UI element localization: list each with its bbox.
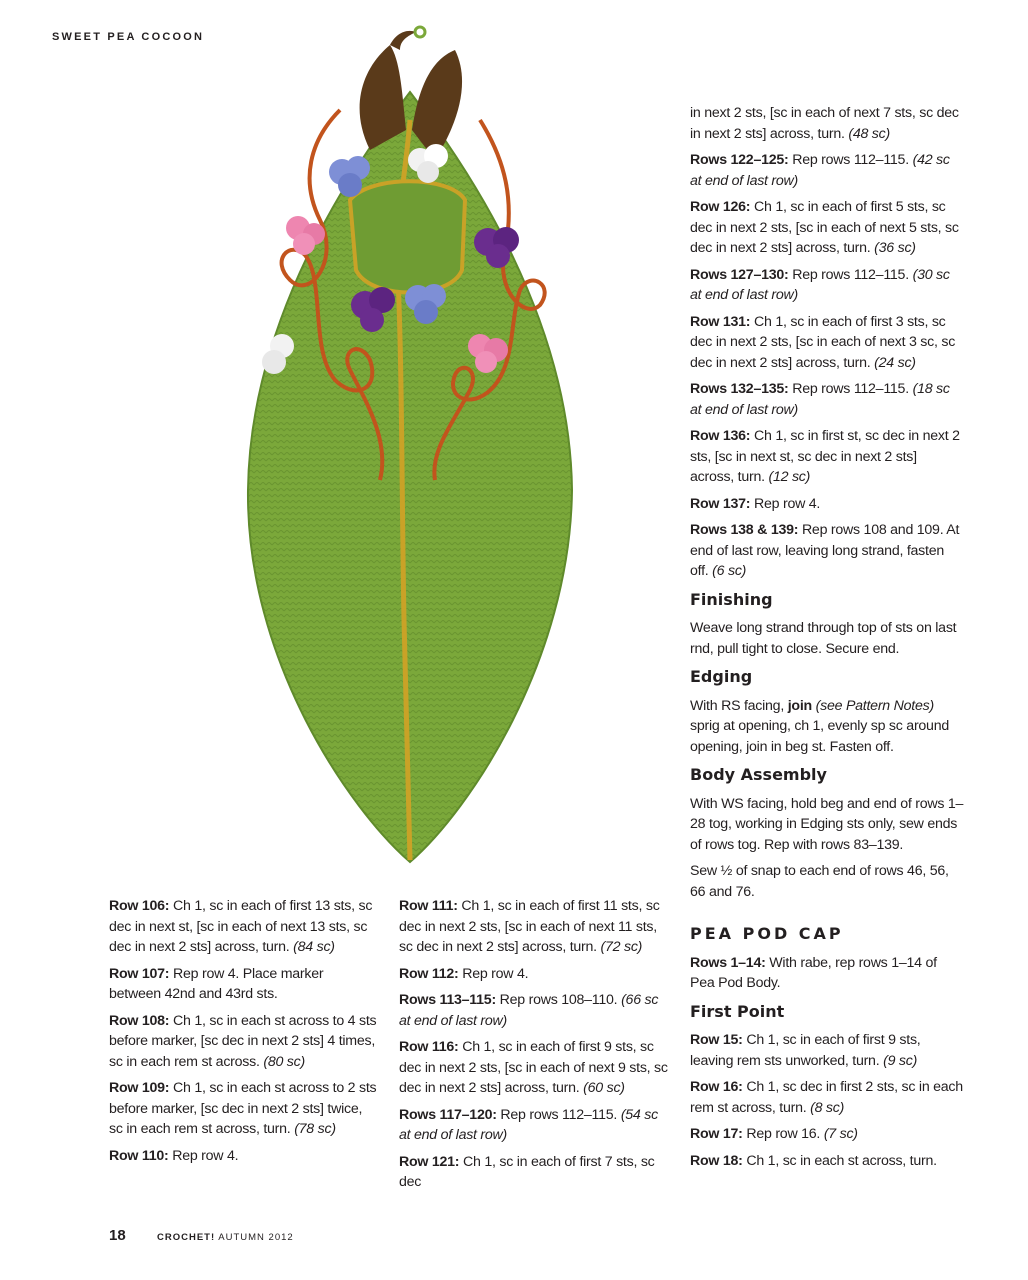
row-instruction: Row 116: Ch 1, sc in each of first 9 sts, sc dec in next 2 sts, [sc in each of next 9 sts, sc dec in next 2 sts] across, turn. (60 sc) [399, 1039, 668, 1096]
row-instruction: Row 107: Rep row 4. Place marker between 42nd and 43rd sts. [109, 965, 324, 1002]
row-instruction: Row 110: Rep row 4. [109, 1147, 239, 1164]
row-instruction: Row 15: Ch 1, sc in each of first 9 sts, leaving rem sts unworked, turn. (9 sc) [690, 1032, 921, 1069]
row-instruction: Row 106: Ch 1, sc in each of first 13 sts, sc dec in next st, [sc in each of next 13 sts, sc dec in next 2 sts] across, turn. (84 sc) [109, 898, 373, 955]
row-instruction: Row 109: Ch 1, sc in each st across to 2 sts before marker, [sc dec in next 2 sts] twice, sc in each rem st across, turn. (78 sc) [109, 1080, 377, 1137]
row-instruction: Row 131: Ch 1, sc in each of first 3 sts, sc dec in next 2 sts, [sc in each of next 3 sc, sc dec in next 2 sts] across, turn. (24 sc) [690, 313, 956, 371]
column-1 [109, 896, 377, 1172]
body-assembly-text: With WS facing, hold beg and end of rows 1–28 tog, working in Edging sts only, sew ends of rows tog. Rep with rows 83–139. [690, 795, 964, 853]
row-instruction: Rows 127–130: Rep rows 112–115. (30 sc at end of last row) [690, 266, 950, 303]
row-instruction: Rows 138 & 139: Rep rows 108 and 109. At end of last row, leaving long strand, fasten off. (6 sc) [690, 522, 960, 579]
page-number: 18 [109, 1227, 126, 1244]
column-2 [399, 896, 671, 1199]
edging-text: With RS facing, join (see Pattern Notes) sprig at opening, ch 1, evenly sp sc around opening, join in beg st. Fasten off. [690, 697, 949, 755]
section-heading-finishing: Finishing [690, 589, 773, 609]
row-instruction: Rows 122–125: Rep rows 112–115. (42 sc at end of last row) [690, 152, 950, 189]
row-instruction-continued: in next 2 sts, [sc in each of next 7 sts, sc dec in next 2 sts] across, turn. (48 sc) [690, 105, 959, 142]
footer-title: CROCHET! AUTUMN 2012 [157, 1232, 294, 1243]
sweet-pea-cocoon-photo [230, 20, 590, 880]
section-heading-edging: Edging [690, 667, 753, 686]
row-instruction: Row 137: Rep row 4. [690, 495, 821, 512]
row-instruction: Rows 1–14: With rabe, rep rows 1–14 of Pea Pod Body. [690, 954, 937, 991]
row-instruction: Row 112: Rep row 4. [399, 965, 529, 982]
section-heading-body-assembly: Body Assembly [690, 765, 827, 784]
body-assembly-text: Sew ½ of snap to each end of rows 46, 56, 66 and 76. [690, 863, 949, 900]
row-instruction: Rows 113–115: Rep rows 108–110. (66 sc at end of last row) [399, 992, 659, 1029]
row-instruction: Row 108: Ch 1, sc in each st across to 4 sts before marker, [sc dec in next 2 sts] 4 times, sc in each rem st across. (80 sc) [109, 1012, 377, 1070]
section-heading-pea-pod-cap: PEA POD CAP [690, 924, 844, 943]
row-instruction: Row 121: Ch 1, sc in each of first 7 sts, sc dec [399, 1153, 655, 1190]
section-heading-first-point: First Point [690, 1001, 785, 1021]
finishing-text: Weave long strand through top of sts on last rnd, pull tight to close. Secure end. [690, 620, 957, 657]
column-3 [690, 103, 964, 1177]
row-instruction: Row 18: Ch 1, sc in each st across, turn. [690, 1152, 937, 1169]
running-head: SWEET PEA COCOON [52, 31, 205, 43]
row-instruction: Row 136: Ch 1, sc in first st, sc dec in next 2 sts, [sc in next st, sc dec in next 2 sts] across, turn. (12 sc) [690, 428, 960, 485]
row-instruction: Row 111: Ch 1, sc in each of first 11 sts, sc dec in next 2 sts, [sc in each of next 11 sts, sc dec in next 2 sts] across, turn. (72 sc) [399, 898, 660, 955]
row-instruction: Row 16: Ch 1, sc dec in first 2 sts, sc in each rem st across, turn. (8 sc) [690, 1079, 963, 1116]
row-instruction: Row 126: Ch 1, sc in each of first 5 sts, sc dec in next 2 sts, [sc in each of next 5 sts, sc dec in next 2 sts] across, turn. (36 sc) [690, 199, 959, 256]
row-instruction: Rows 117–120: Rep rows 112–115. (54 sc at end of last row) [399, 1106, 658, 1143]
face-opening [350, 181, 465, 292]
row-instruction: Row 17: Rep row 16. (7 sc) [690, 1126, 858, 1142]
row-instruction: Rows 132–135: Rep rows 112–115. (18 sc at end of last row) [690, 381, 950, 418]
